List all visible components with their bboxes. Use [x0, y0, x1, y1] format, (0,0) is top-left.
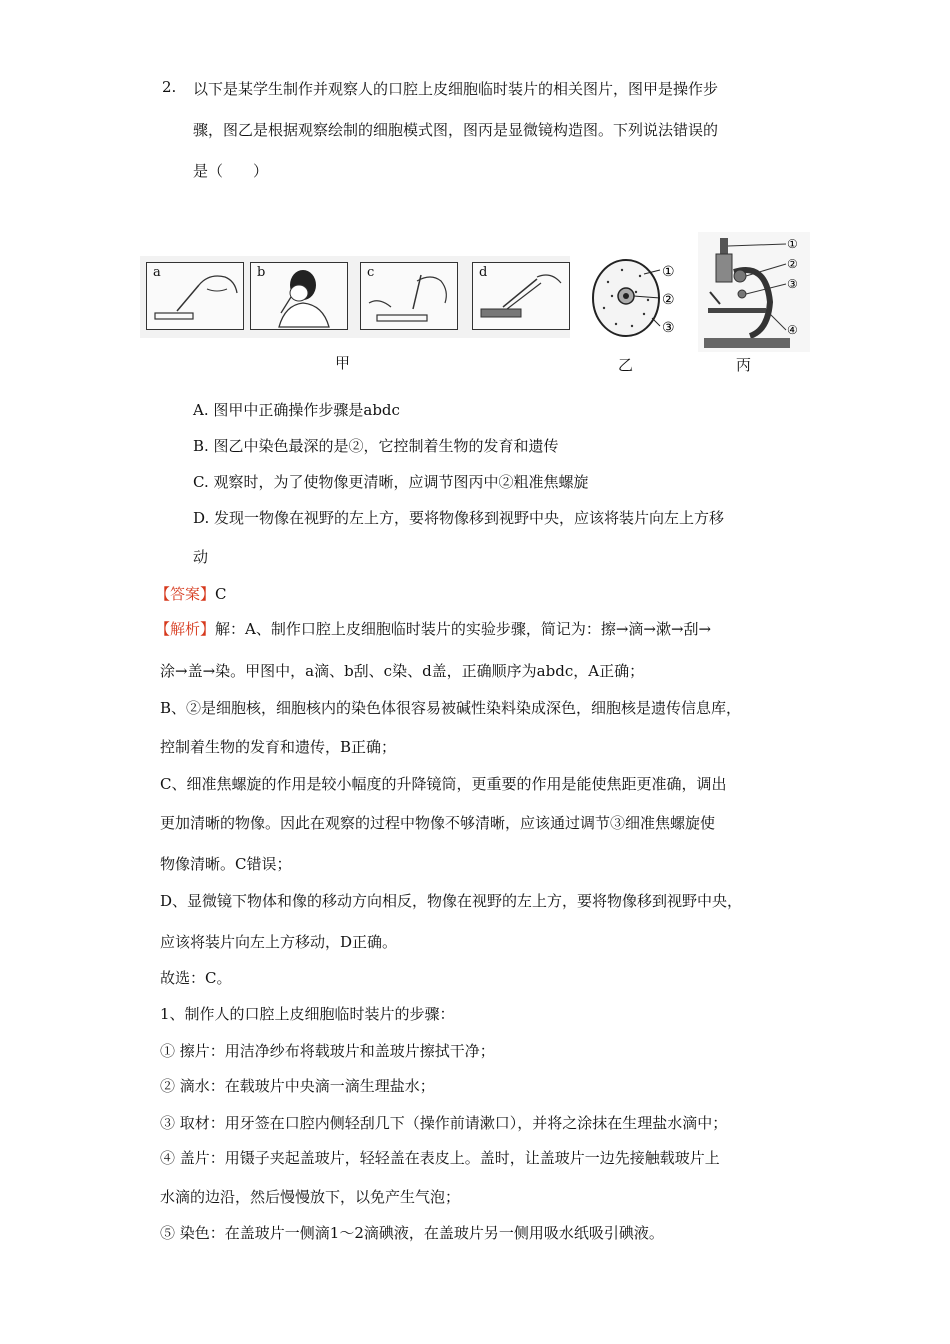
panel-a-label: a [153, 265, 161, 280]
analysis-line: 控制着生物的发育和遗传，B正确； [160, 738, 397, 756]
covering-drawing [473, 263, 569, 329]
analysis-line: C、细准焦螺旋的作用是较小幅度的升降镜筒，更重要的作用是能使焦距更准确，调出 [160, 775, 727, 793]
panel-c [360, 262, 458, 330]
panel-a [146, 262, 244, 330]
analysis-line: B、②是细胞核，细胞核内的染色体很容易被碱性染料染成深色，细胞核是遗传信息库， [160, 699, 742, 717]
scope-mark-4: ④ [787, 323, 798, 337]
analysis-line: 物像清晰。C错误； [160, 855, 292, 873]
panel-d [472, 262, 570, 330]
panel-b [250, 262, 348, 330]
figure-bing-label: 丙 [736, 356, 752, 374]
analysis-first: 解：A、制作口腔上皮细胞临时装片的实验步骤，简记为：擦→滴→漱→刮→ [215, 620, 712, 638]
analysis-line: 1、制作人的口腔上皮细胞临时装片的步骤： [160, 1005, 455, 1023]
analysis-line: 水滴的边沿，然后慢慢放下，以免产生气泡； [160, 1188, 461, 1206]
dropper-drawing [147, 263, 243, 329]
question-line-1: 以下是某学生制作并观察人的口腔上皮细胞临时装片的相关图片，图甲是操作步 [193, 80, 719, 98]
cell-mark-1: ① [662, 264, 675, 280]
analysis-line: ④ 盖片：用镊子夹起盖玻片，轻轻盖在表皮上。盖时，让盖玻片一边先接触载玻片上 [160, 1149, 720, 1167]
analysis-line: 涂→盖→染。甲图中，a滴、b刮、c染、d盖，正确顺序为abdc，A正确； [160, 662, 645, 680]
scope-mark-2: ② [787, 257, 798, 271]
option-a: A. 图甲中正确操作步骤是abdc [193, 401, 400, 419]
question-number: 2. [162, 78, 177, 96]
analysis-line-1 [155, 618, 711, 639]
analysis-line: 更加清晰的物像。因此在观察的过程中物像不够清晰，应该通过调节③细准焦螺旋使 [160, 814, 716, 832]
question-line-2: 骤，图乙是根据观察绘制的细胞模式图，图丙是显微镜构造图。下列说法错误的 [193, 121, 719, 139]
microscope-diagram [696, 232, 816, 354]
analysis-line: D、显微镜下物体和像的移动方向相反，物像在视野的左上方，要将物像移到视野中央， [160, 892, 743, 910]
scope-mark-1: ① [787, 237, 798, 251]
option-c: C. 观察时，为了使物像更清晰，应调节图丙中②粗准焦螺旋 [193, 473, 589, 491]
analysis-line: ③ 取材：用牙签在口腔内侧轻刮几下（操作前请漱口），并将之涂抹在生理盐水滴中； [160, 1114, 728, 1132]
panel-b-label: b [257, 265, 266, 280]
cell-mark-2: ② [662, 292, 675, 308]
figure-jia-label: 甲 [335, 354, 351, 372]
option-b: B. 图乙中染色最深的是②，它控制着生物的发育和遗传 [193, 437, 559, 455]
staining-drawing [361, 263, 457, 329]
figure-yi-label: 乙 [618, 356, 634, 374]
analysis-tag: 【解析】 [155, 620, 216, 638]
analysis-line: ② 滴水：在载玻片中央滴一滴生理盐水； [160, 1077, 435, 1095]
person-scraping-drawing [251, 263, 347, 329]
panel-d-label: d [479, 265, 488, 280]
answer-line [155, 583, 227, 604]
panel-c-label: c [367, 265, 375, 280]
analysis-line: 故选：C。 [160, 969, 232, 987]
cell-mark-3: ③ [662, 320, 675, 336]
analysis-line: ① 擦片：用洁净纱布将载玻片和盖玻片擦拭干净； [160, 1042, 495, 1060]
analysis-line: 应该将装片向左上方移动，D正确。 [160, 933, 398, 951]
answer-tag: 【答案】 [155, 585, 216, 603]
cell-diagram [586, 252, 686, 348]
option-d-continued: 动 [193, 548, 209, 566]
scope-mark-3: ③ [787, 277, 798, 291]
question-line-3: 是（ ） [193, 162, 269, 180]
analysis-line: ⑤ 染色：在盖玻片一侧滴1～2滴碘液，在盖玻片另一侧用吸水纸吸引碘液。 [160, 1224, 664, 1242]
option-d: D. 发现一物像在视野的左上方，要将物像移到视野中央，应该将装片向左上方移 [193, 509, 725, 527]
answer-value: C [215, 585, 227, 603]
